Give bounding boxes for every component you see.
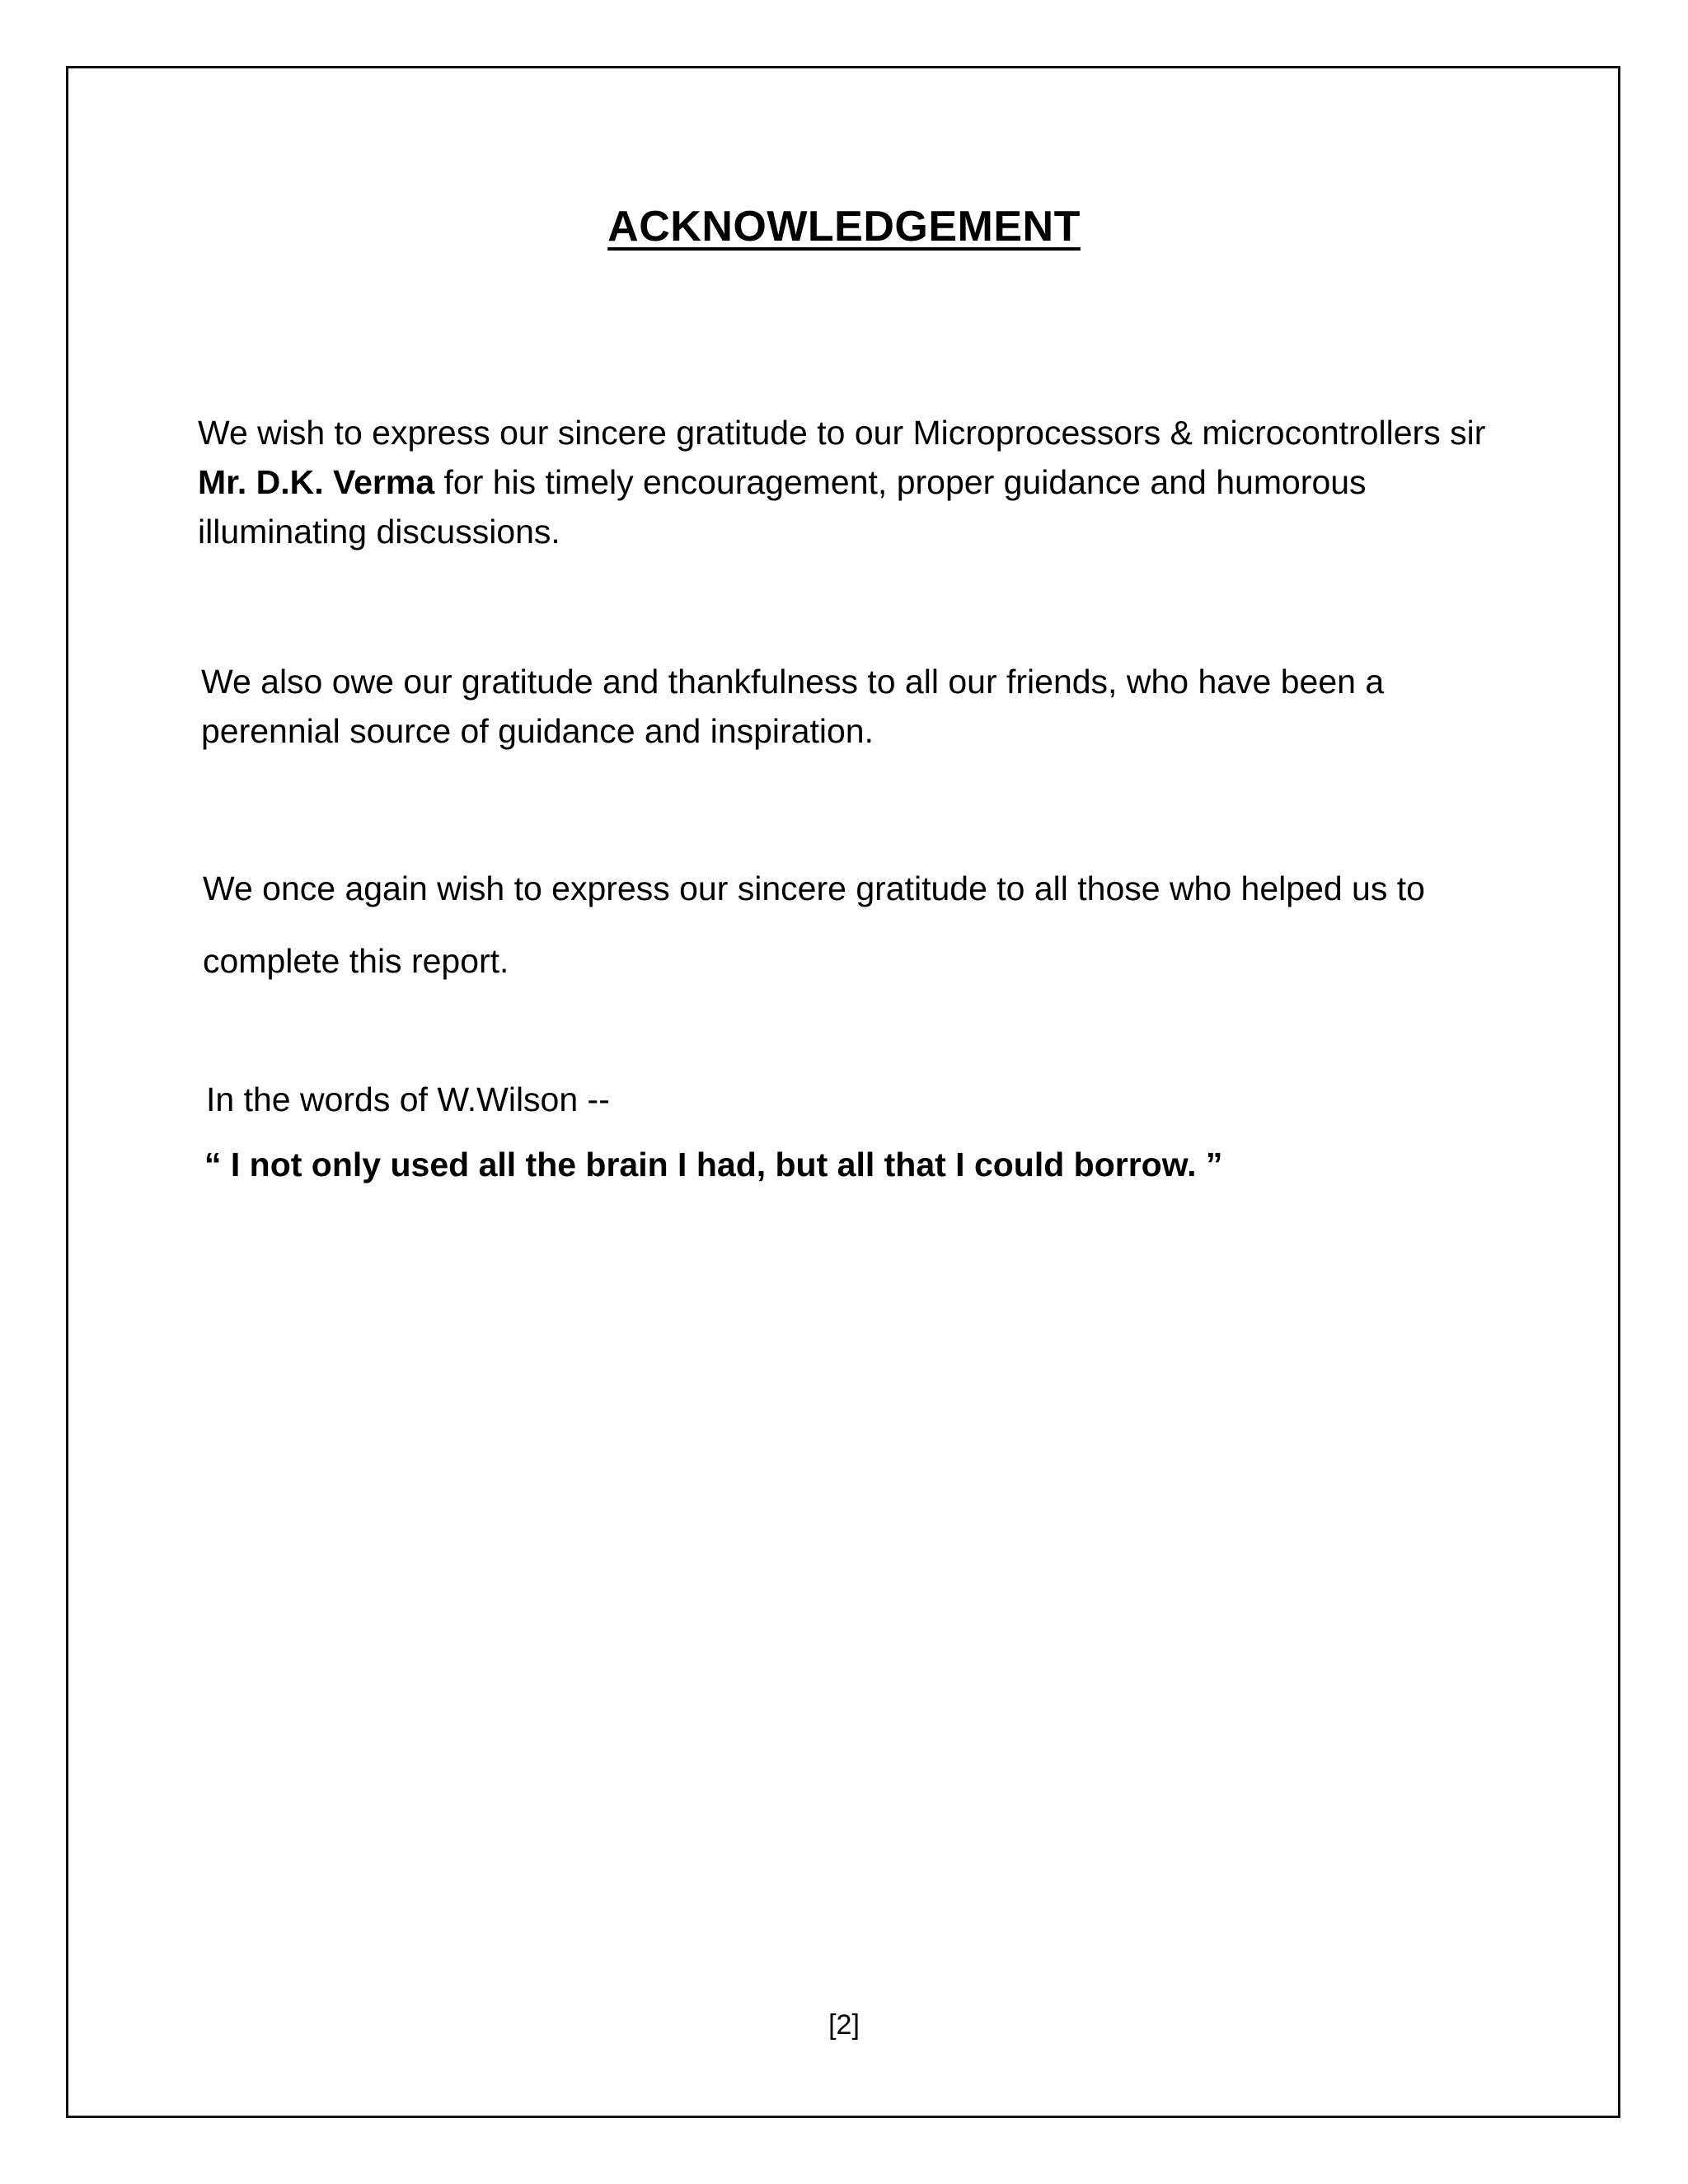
paragraph-gratitude-professor <box>198 408 1517 556</box>
page-number: [2] <box>828 2009 860 2041</box>
quote-intro: In the words of W.Wilson -- <box>206 1080 610 1118</box>
paragraph-1-before: We wish to express our sincere gratitude to our Microprocessors & microcontrollers sir <box>198 414 1486 452</box>
page-title: ACKNOWLEDGEMENT <box>607 203 1081 251</box>
paragraph-gratitude-helpers: We once again wish to express our sincere gratitude to all those who helped us to complete this report. <box>203 869 1425 980</box>
quote-text: “ I not only used all the brain I had, but all that I could borrow. ” <box>204 1146 1223 1183</box>
professor-name: Mr. D.K. Verma <box>198 463 435 501</box>
paragraph-1-after: for his timely encouragement, proper guidance and humorous illuminating discussions. <box>198 463 1367 551</box>
paragraph-gratitude-friends: We also owe our gratitude and thankfulness to all our friends, who have been a perennial source of guidance and inspiration. <box>201 663 1385 750</box>
